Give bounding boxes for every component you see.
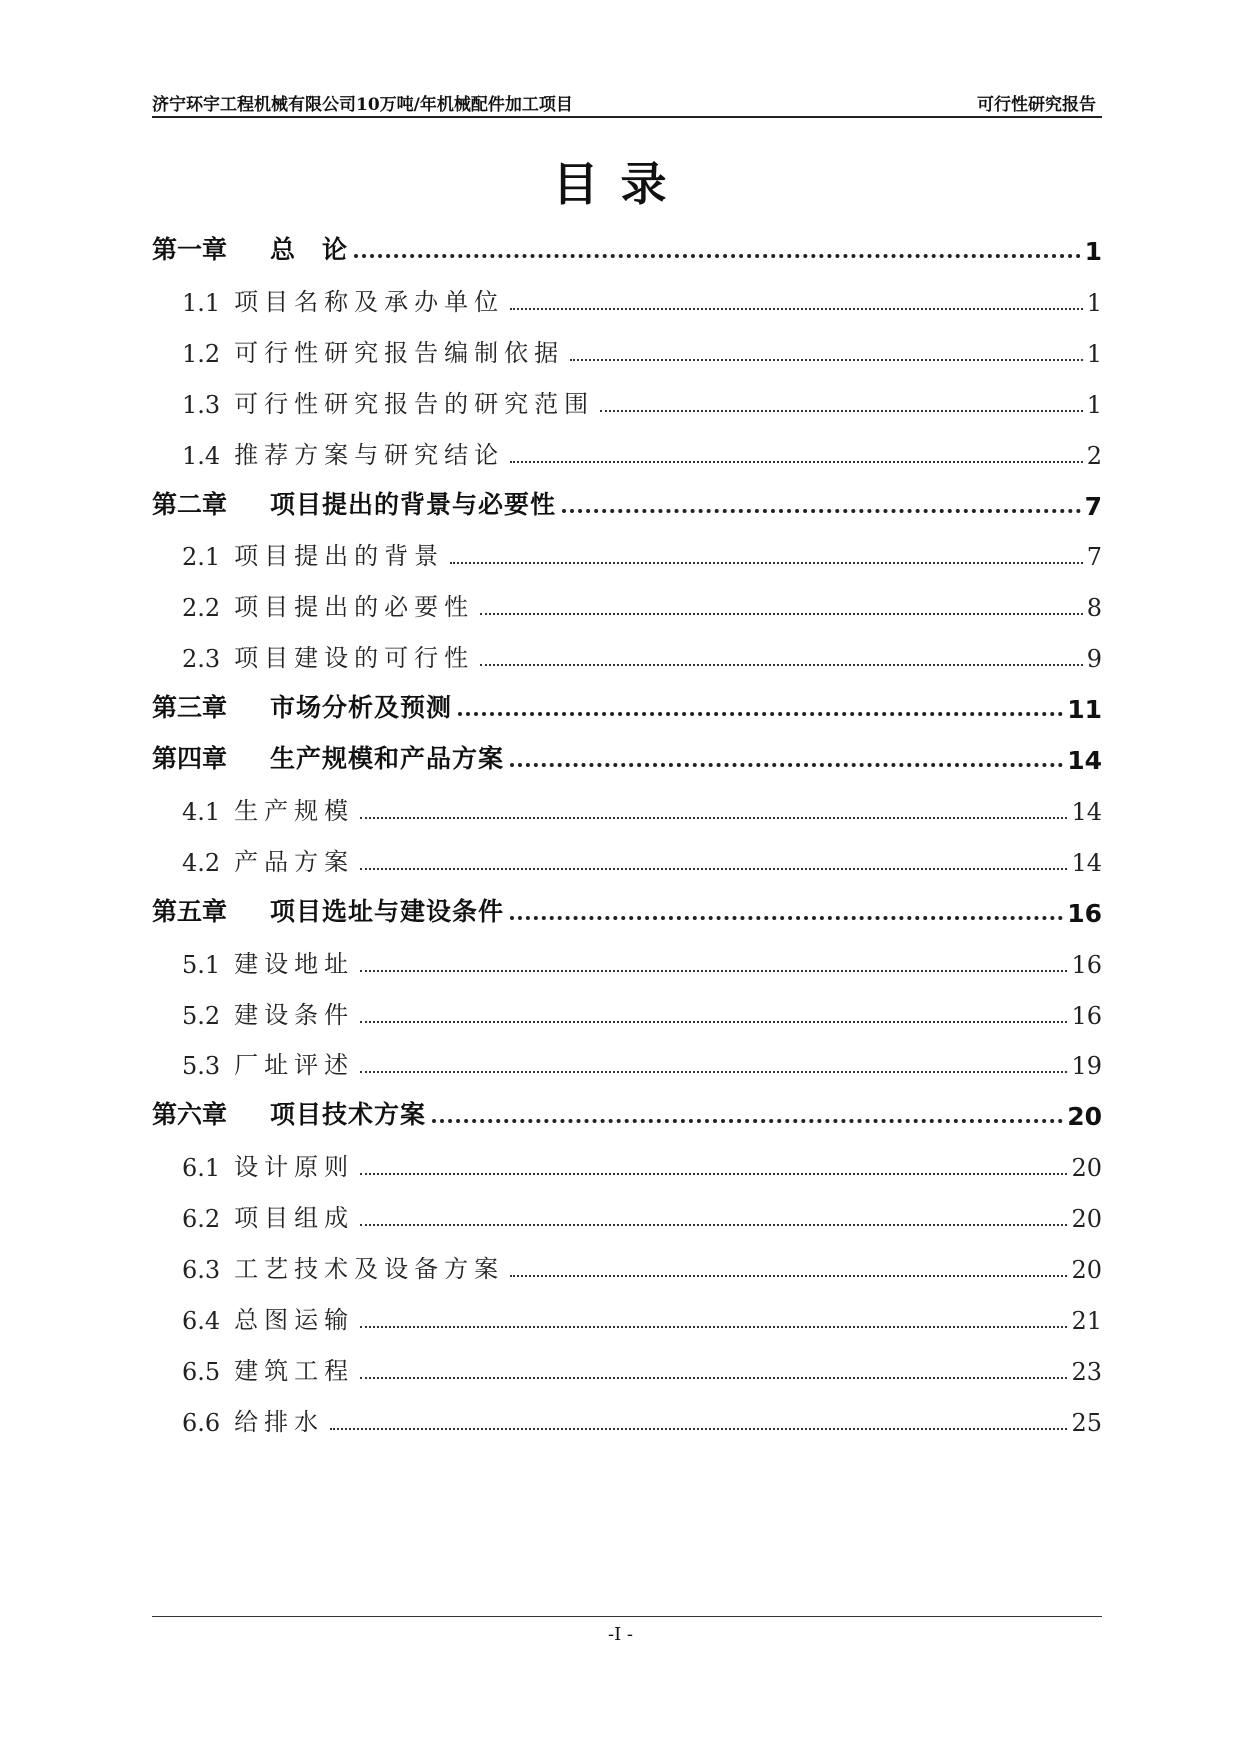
section-title: 可行性研究报告的研究范围 <box>234 389 595 418</box>
section-title: 建设地址 <box>234 949 355 978</box>
dot-leader <box>510 457 1083 463</box>
page-header <box>152 80 1102 118</box>
section-title: 生产规模 <box>234 796 355 825</box>
dot-leader <box>360 1017 1067 1023</box>
section-title: 可行性研究报告编制依据 <box>234 338 565 367</box>
dot-leader <box>360 1373 1067 1379</box>
chapter-title: 市场分析及预测 <box>270 693 453 723</box>
toc-section-entry[interactable] <box>152 837 1102 877</box>
chapter-number: 第六章 <box>152 1100 228 1130</box>
section-number: 5.1 <box>182 950 221 979</box>
section-title: 项目建设的可行性 <box>234 644 475 673</box>
toc-section-entry[interactable] <box>152 379 1102 419</box>
page-number: 1 <box>1086 390 1102 419</box>
toc-section-entry[interactable] <box>152 328 1102 368</box>
section-title: 产品方案 <box>234 847 355 876</box>
section-title: 设计原则 <box>234 1153 355 1182</box>
page-number: 16 <box>1071 1001 1102 1030</box>
page-number: 8 <box>1086 594 1102 623</box>
dot-leader <box>570 355 1083 361</box>
dot-leader <box>510 1271 1067 1277</box>
section-title: 总图运输 <box>234 1305 355 1334</box>
section-number: 6.4 <box>182 1306 221 1335</box>
section-number: 6.5 <box>182 1357 221 1386</box>
chapter-title: 总 论 <box>270 235 349 264</box>
section-title: 项目组成 <box>234 1204 355 1233</box>
toc-chapter-entry[interactable] <box>152 226 1102 266</box>
section-title: 项目提出的必要性 <box>234 593 475 622</box>
section-title: 建设条件 <box>234 1000 355 1029</box>
dot-leader <box>480 609 1083 615</box>
dot-leader <box>354 250 1081 258</box>
dot-leader <box>360 1067 1067 1073</box>
toc-chapter-entry[interactable] <box>152 481 1102 521</box>
toc-section-entry[interactable] <box>152 1142 1102 1182</box>
page-number: 20 <box>1071 1205 1102 1234</box>
toc-chapter-entry[interactable] <box>152 1091 1102 1131</box>
chapter-number: 第二章 <box>152 489 228 519</box>
section-title: 项目名称及承办单位 <box>234 287 505 316</box>
dot-leader <box>360 966 1067 972</box>
section-number: 1.2 <box>182 339 221 368</box>
section-title: 厂址评述 <box>234 1051 355 1080</box>
dot-leader <box>432 1115 1063 1123</box>
dot-leader <box>360 1220 1067 1226</box>
toc-section-entry[interactable] <box>152 531 1102 571</box>
toc-section-entry[interactable] <box>152 1040 1102 1080</box>
section-number: 2.1 <box>182 543 221 572</box>
dot-leader <box>360 1322 1067 1328</box>
section-number: 4.1 <box>182 797 221 826</box>
footer-rule <box>152 1616 1102 1617</box>
toc-chapter-entry[interactable] <box>152 888 1102 928</box>
dot-leader <box>450 558 1083 564</box>
dot-leader <box>330 1424 1067 1430</box>
section-number: 2.2 <box>182 594 221 623</box>
dot-leader <box>360 1169 1067 1175</box>
section-number: 6.3 <box>182 1256 221 1284</box>
footer-page-number: -I - <box>608 1624 633 1645</box>
section-title: 工艺技术及设备方案 <box>234 1255 505 1283</box>
toc-section-entry[interactable] <box>152 633 1102 673</box>
dot-leader <box>510 304 1083 310</box>
section-number: 2.3 <box>182 645 221 674</box>
section-number: 6.2 <box>182 1205 221 1234</box>
toc-section-entry[interactable] <box>152 1244 1102 1284</box>
page-number: 16 <box>1067 898 1102 928</box>
chapter-number: 第一章 <box>152 235 228 264</box>
header-project-name: 济宁环宇工程机械有限公司10万吨/年机械配件加工项目 <box>152 95 573 115</box>
dot-leader <box>480 660 1083 666</box>
page-number: 20 <box>1071 1256 1102 1284</box>
section-number: 1.1 <box>182 288 221 317</box>
page-number: 2 <box>1086 441 1102 470</box>
section-number: 6.1 <box>182 1154 221 1183</box>
toc-title: 目录 <box>552 157 689 211</box>
dot-leader <box>510 759 1063 767</box>
toc-section-entry[interactable] <box>152 1397 1102 1437</box>
section-title: 建筑工程 <box>234 1356 355 1385</box>
section-number: 1.4 <box>182 441 221 470</box>
page-number: 7 <box>1086 543 1102 572</box>
chapter-title: 项目选址与建设条件 <box>270 896 505 926</box>
page-number: 14 <box>1071 797 1102 826</box>
chapter-number: 第三章 <box>152 693 228 723</box>
chapter-number: 第四章 <box>152 744 228 773</box>
chapter-title: 项目技术方案 <box>270 1100 427 1130</box>
page-number: 16 <box>1071 950 1102 979</box>
section-number: 5.2 <box>182 1001 221 1030</box>
toc-section-entry[interactable] <box>152 1193 1102 1233</box>
toc-section-entry[interactable] <box>152 277 1102 317</box>
page-number: 7 <box>1084 491 1102 521</box>
page-number: 21 <box>1071 1306 1102 1335</box>
section-title: 推荐方案与研究结论 <box>234 440 505 469</box>
section-title: 项目提出的背景 <box>234 542 445 571</box>
toc-section-entry[interactable] <box>152 939 1102 979</box>
section-title: 给排水 <box>234 1407 325 1436</box>
page-number: 23 <box>1071 1357 1102 1386</box>
page-number: 1 <box>1086 339 1102 368</box>
dot-leader <box>360 813 1067 819</box>
section-number: 4.2 <box>182 848 221 877</box>
chapter-title: 项目提出的背景与必要性 <box>270 489 557 519</box>
toc-chapter-entry[interactable] <box>152 735 1102 775</box>
chapter-title: 生产规模和产品方案 <box>270 744 505 773</box>
section-number: 6.6 <box>182 1408 221 1437</box>
page-number: 19 <box>1071 1052 1102 1081</box>
page-number: 1 <box>1086 288 1102 317</box>
page-number: 20 <box>1067 1102 1102 1132</box>
toc-section-entry[interactable] <box>152 990 1102 1030</box>
page-number: 14 <box>1067 746 1102 775</box>
page-number: 1 <box>1084 237 1102 266</box>
dot-leader <box>458 708 1063 716</box>
toc-section-entry[interactable] <box>152 1346 1102 1386</box>
dot-leader <box>360 864 1067 870</box>
dot-leader <box>600 406 1083 412</box>
page-number: 20 <box>1071 1154 1102 1183</box>
toc-chapter-entry[interactable] <box>152 684 1102 724</box>
page-number: 9 <box>1086 645 1102 674</box>
toc-section-entry[interactable] <box>152 582 1102 622</box>
toc-section-entry[interactable] <box>152 786 1102 826</box>
toc-section-entry[interactable] <box>152 1295 1102 1335</box>
section-number: 5.3 <box>182 1052 221 1081</box>
dot-leader <box>562 505 1081 513</box>
section-number: 1.3 <box>182 390 221 419</box>
page-number: 11 <box>1067 695 1102 725</box>
page-number: 14 <box>1071 848 1102 877</box>
header-report-type: 可行性研究报告 <box>977 95 1096 115</box>
page-number: 25 <box>1071 1408 1102 1437</box>
toc-section-entry[interactable] <box>152 430 1102 470</box>
chapter-number: 第五章 <box>152 896 228 926</box>
dot-leader <box>510 912 1063 920</box>
